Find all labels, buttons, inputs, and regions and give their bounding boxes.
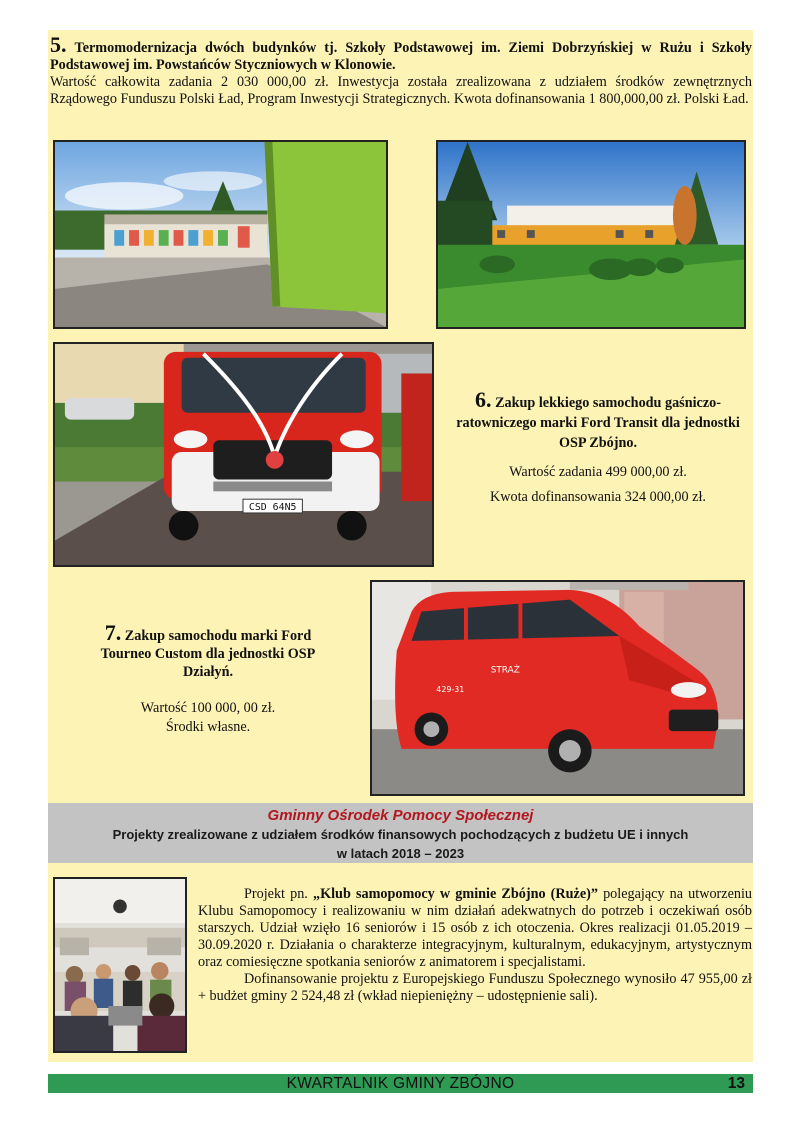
section-7-funding: Środki własne. <box>165 719 251 735</box>
section-7-number: 7. <box>104 620 122 645</box>
section-6-heading <box>448 387 748 453</box>
club-description <box>198 886 752 1005</box>
club-name: „Klub samopomocy w gminie Zbójno (Ruże)” <box>312 886 598 902</box>
ford-transit-photo <box>53 342 434 567</box>
school-klonowo-photo <box>436 140 746 329</box>
van-code-label: 429-31 <box>436 684 465 694</box>
gops-subtitle-line1: Projekty zrealizowane z udziałem środków finansowych pochodzących z budżetu UE i innych <box>112 827 689 842</box>
gops-subtitle-line2: w latach 2018 – 2023 <box>336 846 465 861</box>
seniors-club-photo <box>53 877 187 1053</box>
license-plate: CSD 64N5 <box>248 502 297 513</box>
section-6-number: 6. <box>475 387 492 412</box>
club-funding: Dofinansowanie projektu z Europejskiego Funduszu Społecznego wynosiło 47 955,00 zł + budżet gminy 2 524,48 zł (wkład niepieniężny – udostępnienie sali). <box>198 971 752 1004</box>
gops-header <box>48 803 753 863</box>
club-paragraph <box>198 886 752 971</box>
section-5-body: Wartość całkowita zadania 2 030 000,00 zł. Inwestycja została zrealizowana z udziałem środków zewnętrznych Rządowego Funduszu Polski Ład, Program Inwestycji Strategicznych. Kwota dofinansowania 1 800,000,00 zł. Polski Ład. <box>50 74 752 107</box>
section-6 <box>448 387 748 507</box>
section-7 <box>82 620 334 737</box>
section-5 <box>50 32 752 108</box>
club-rest: polegający na utworzeniu Klubu Samopomocy i realizowaniu w nim działań adekwatnych do potrzeb i oczekiwań osób starszych. Udział wzięło 16 seniorów i 15 osób z ich otoczenia. Okres realizacji 01.05.2019 – 30.09.2020 r. Działania o charakterze integracyjnym, kulturalnym, edukacyjnym, artystycznym oraz comiesięczne spotkania seniorów z animatorem i specjalistami. <box>198 886 752 970</box>
footer-title: KWARTALNIK GMINY ZBÓJNO <box>286 1075 515 1092</box>
page-number: 13 <box>727 1075 745 1092</box>
section-5-title: Termomodernizacja dwóch budynków tj. Szkoły Podstawowej im. Ziemi Dobrzyńskiej w Rużu i Szkoły Podstawowej im. Powstańców Styczniowych w Klonowie. <box>50 40 752 73</box>
ford-tourneo-photo <box>370 580 745 796</box>
section-6-funding: Kwota dofinansowania 324 000,00 zł. <box>490 489 706 505</box>
van-straz-label: STRAŻ <box>490 665 520 676</box>
section-5-heading <box>50 32 752 74</box>
section-7-heading <box>82 620 334 681</box>
gops-title: Gminny Ośrodek Pomocy Społecznej <box>267 807 534 824</box>
section-7-title: Zakup samochodu marki Ford Tourneo Custom dla jednostki OSP Działyń. <box>100 628 316 680</box>
section-7-value: Wartość 100 000, 00 zł. <box>140 700 276 716</box>
section-5-number: 5. <box>50 32 67 57</box>
section-6-title: Zakup lekkiego samochodu gaśniczo-ratowniczego marki Ford Transit dla jednostki OSP Zbójno. <box>456 395 740 451</box>
club-lead: Projekt pn. <box>244 886 313 902</box>
footer-bar <box>48 1074 753 1093</box>
section-6-value: Wartość zadania 499 000,00 zł. <box>509 464 687 480</box>
school-ruze-photo <box>53 140 388 329</box>
